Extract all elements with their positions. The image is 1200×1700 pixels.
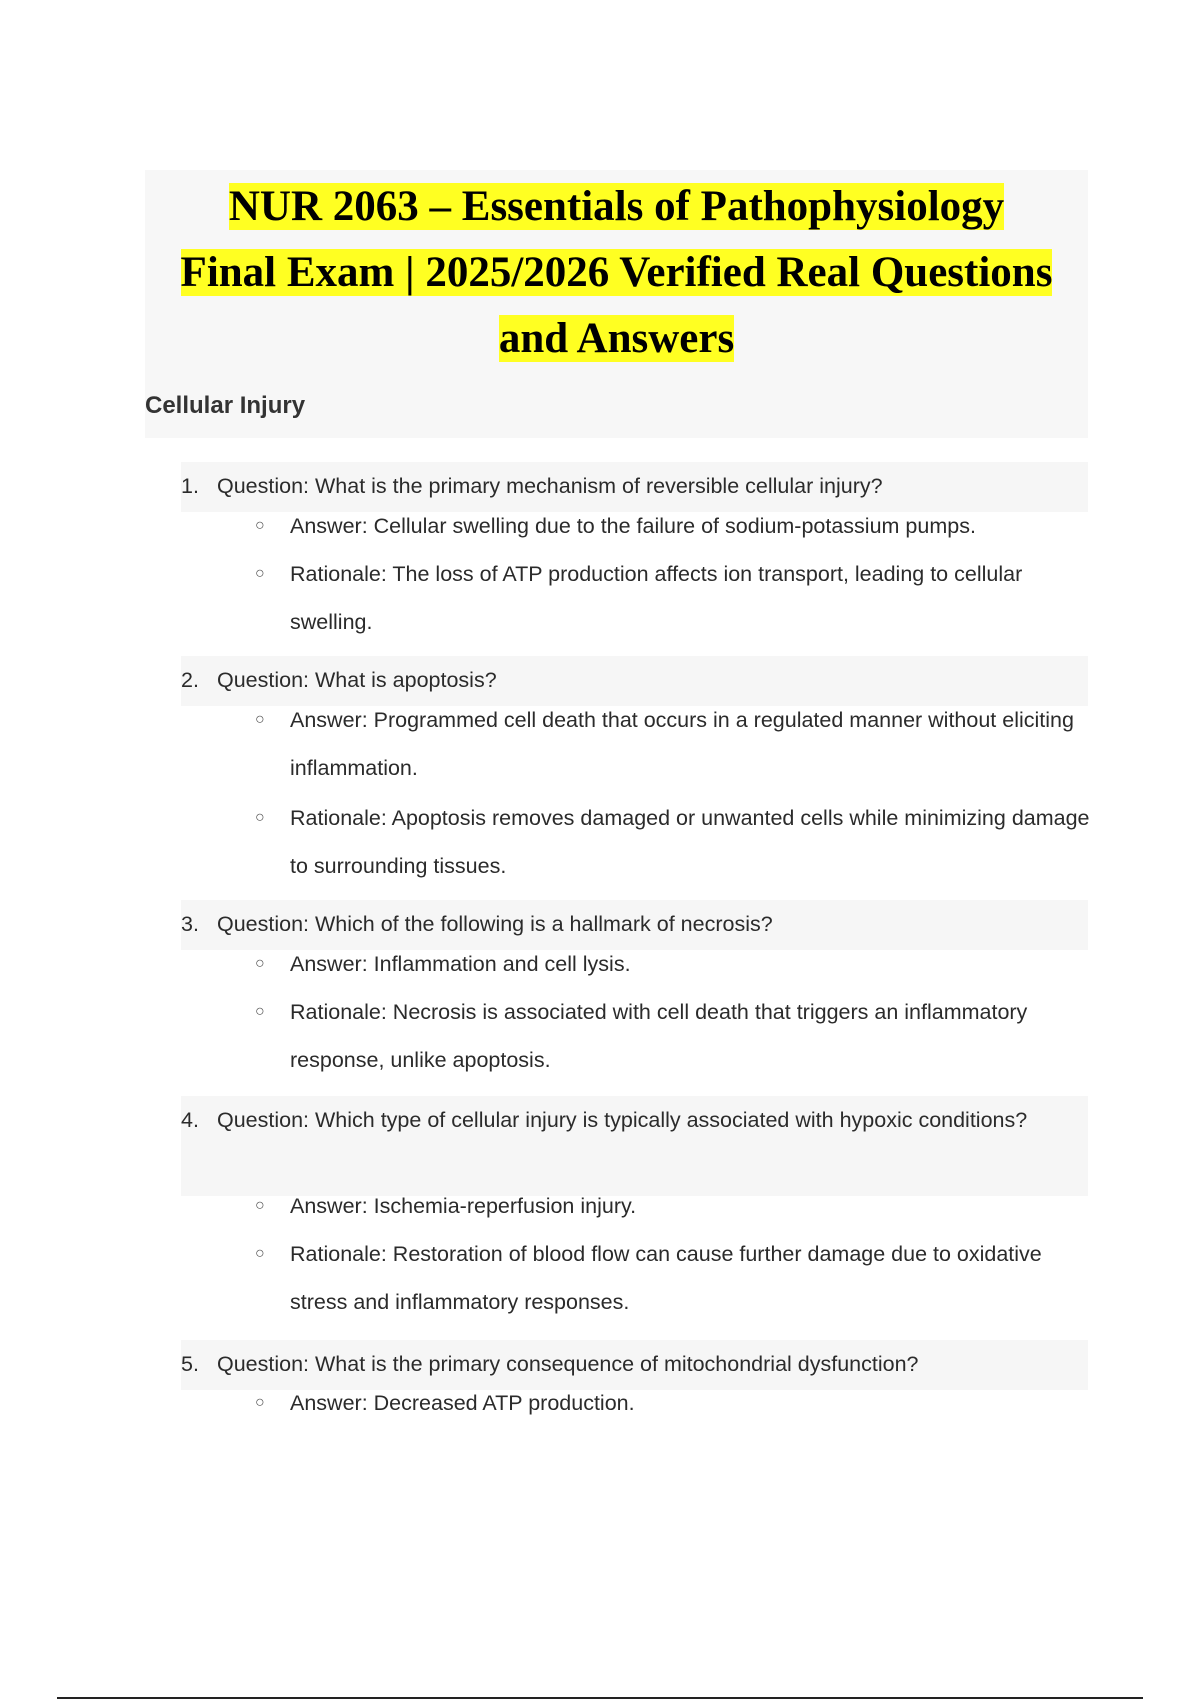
circle-bullet-icon: ○ <box>255 517 265 534</box>
answer-text: Answer: Ischemia-reperfusion injury. <box>290 1194 637 1218</box>
answer-text: Answer: Programmed cell death that occurs in a regulated manner without eliciting inflammation. <box>290 708 1074 780</box>
question-text: Question: What is the primary mechanism of reversible cellular injury? <box>217 474 883 498</box>
title-line-1: NUR 2063 – Essentials of Pathophysiology <box>228 183 1005 230</box>
circle-bullet-icon: ○ <box>255 809 265 826</box>
question-number: 1. <box>181 474 199 498</box>
circle-bullet-icon: ○ <box>255 565 265 582</box>
rationale-text: Rationale: The loss of ATP production affects ion transport, leading to cellular swelling. <box>290 562 1023 634</box>
document-title <box>145 170 1088 372</box>
rationale-text: Rationale: Restoration of blood flow can cause further damage due to oxidative stress and inflammatory responses. <box>290 1242 1042 1314</box>
circle-bullet-icon: ○ <box>255 711 265 728</box>
question-text: Question: Which type of cellular injury is typically associated with hypoxic conditions? <box>217 1108 1028 1132</box>
question-text: Question: What is the primary consequence of mitochondrial dysfunction? <box>217 1352 919 1376</box>
document-header <box>145 170 1088 438</box>
question-row <box>181 1096 1088 1196</box>
question-text: Question: What is apoptosis? <box>217 668 497 692</box>
title-line-3: and Answers <box>498 315 735 362</box>
rationale-text: Rationale: Apoptosis removes damaged or unwanted cells while minimizing damage to surrounding tissues. <box>290 806 1090 878</box>
answer-text: Answer: Decreased ATP production. <box>290 1391 635 1415</box>
title-line-2: Final Exam | 2025/2026 Verified Real Questions <box>180 249 1053 296</box>
footer-divider <box>57 1697 1143 1699</box>
question-text: Question: Which of the following is a hallmark of necrosis? <box>217 912 773 936</box>
answer-text: Answer: Inflammation and cell lysis. <box>290 952 631 976</box>
circle-bullet-icon: ○ <box>255 1197 265 1214</box>
section-heading: Cellular Injury <box>145 392 306 419</box>
question-number: 4. <box>181 1108 199 1132</box>
answer-text: Answer: Cellular swelling due to the failure of sodium-potassium pumps. <box>290 514 976 538</box>
circle-bullet-icon: ○ <box>255 1245 265 1262</box>
circle-bullet-icon: ○ <box>255 1394 265 1411</box>
circle-bullet-icon: ○ <box>255 955 265 972</box>
circle-bullet-icon: ○ <box>255 1003 265 1020</box>
question-number: 5. <box>181 1352 199 1376</box>
question-number: 3. <box>181 912 199 936</box>
rationale-text: Rationale: Necrosis is associated with cell death that triggers an inflammatory response, unlike apoptosis. <box>290 1000 1028 1072</box>
question-number: 2. <box>181 668 199 692</box>
